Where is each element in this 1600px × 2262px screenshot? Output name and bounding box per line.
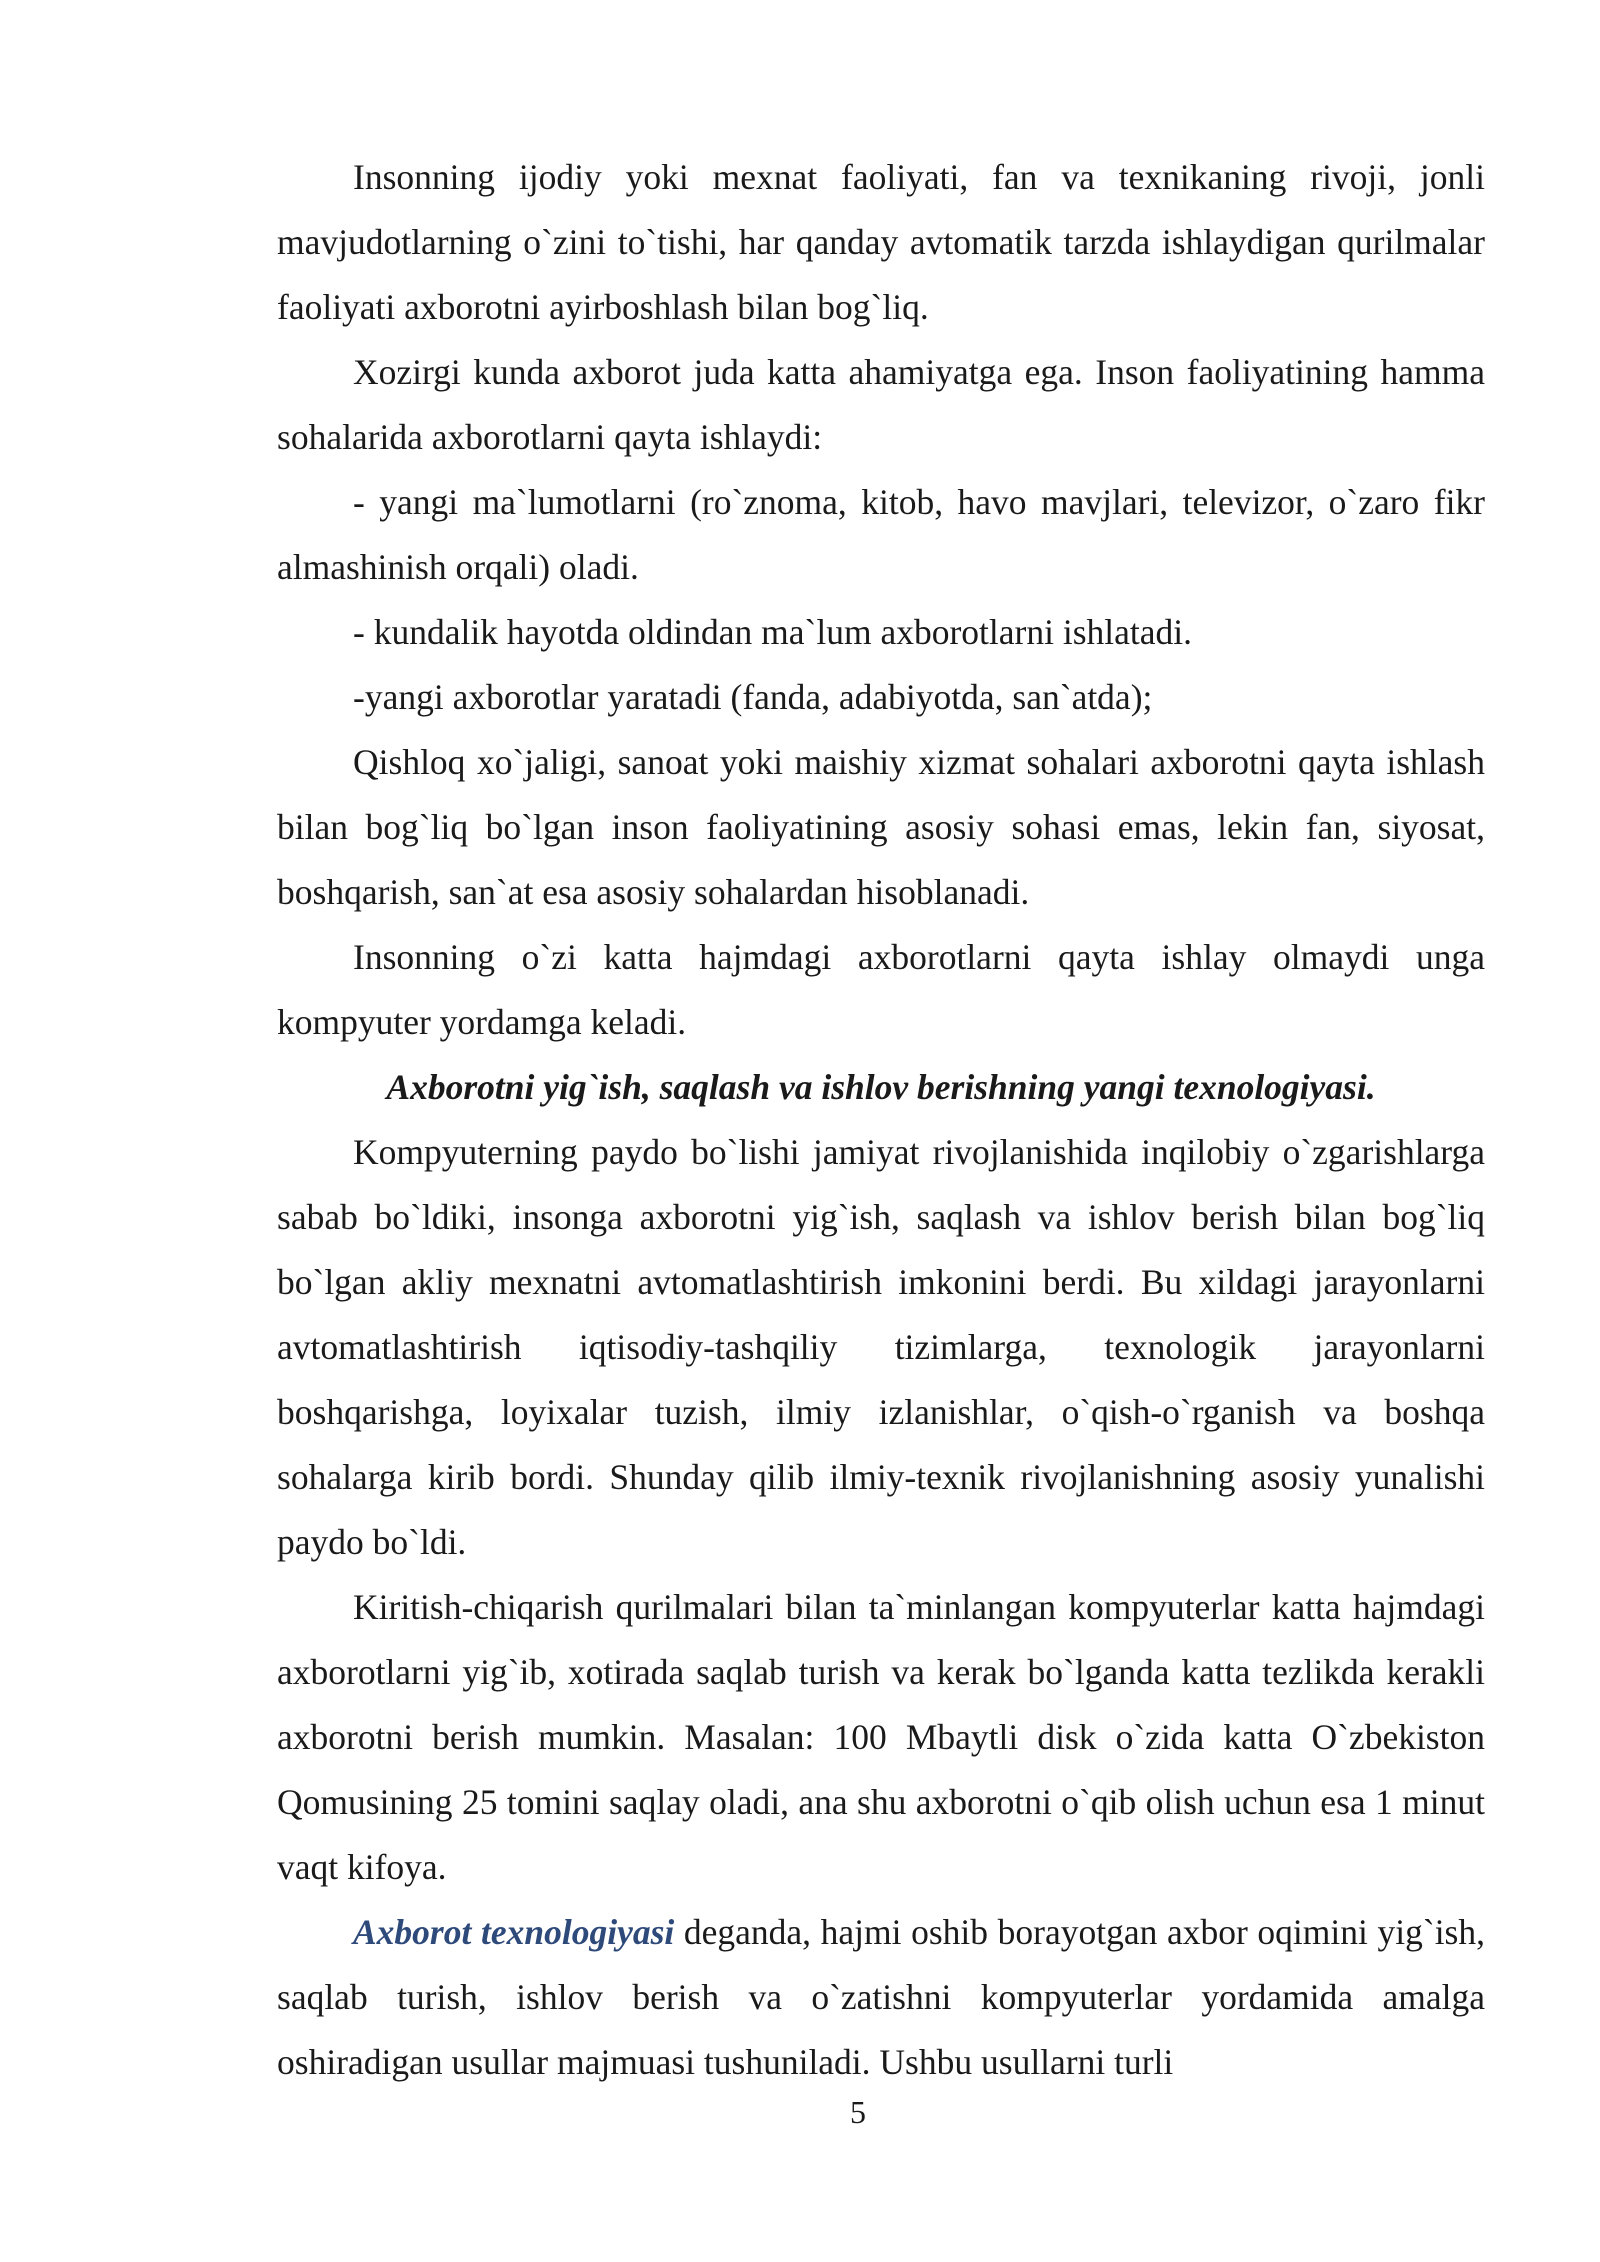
paragraph-7 xyxy=(277,1900,1485,2095)
page-number: 5 xyxy=(850,2094,866,2130)
paragraph-2: Xozirgi kunda axborot juda katta ahamiyatga ega. Inson faoliyatining hamma sohalarida axborotlarni qayta ishlaydi: xyxy=(277,352,1485,457)
term-axborot-texnologiyasi: Axborot texnologiyasi xyxy=(353,1912,675,1952)
paragraph-7-text: deganda, hajmi oshib borayotgan axbor oqimini yig`ish, saqlab turish, ishlov berish va o`zatishni kompyuterlar yordamida amalga oshiradigan usullar majmuasi tushuniladi. Ushbu usullarni turli xyxy=(277,1912,1485,2082)
paragraph-5: Kompyuterning paydo bo`lishi jamiyat rivojlanishida inqilobiy o`zgarishlarga sabab bo`ldiki, insonga axborotni yig`ish, saqlash va ishlov berish bilan bog`liq bo`lgan akliy mexnatni avtomatlashtirish imkonini berdi. Bu xildagi jarayonlarni avtomatlashtirish iqtisodiy-tashqiliy tizimlarga, texnologik jarayonlarni boshqarishga, loyixalar tuzish, ilmiy izlanishlar, o`qish-o`rganish va boshqa sohalarga kirib bordi. Shunday qilib ilmiy-texnik rivojlanishning asosiy yunalishi paydo bo`ldi. xyxy=(277,1132,1485,1562)
document-body xyxy=(277,145,1485,2095)
paragraph-6: Kiritish-chiqarish qurilmalari bilan ta`minlangan kompyuterlar katta hajmdagi axborotlarni yig`ib, xotirada saqlab turish va kerak bo`lganda katta tezlikda kerakli axborotni berish mumkin. Masalan: 100 Mbaytli disk o`zida katta O`zbekiston Qomusining 25 tomini saqlay oladi, ana shu axborotni o`qib olish uchun esa 1 minut vaqt kifoya. xyxy=(277,1587,1485,1887)
list-item-1: - yangi ma`lumotlarni (ro`znoma, kitob, havo mavjlari, televizor, o`zaro fikr almashinish orqali) oladi. xyxy=(277,482,1485,587)
paragraph-3: Qishloq xo`jaligi, sanoat yoki maishiy xizmat sohalari axborotni qayta ishlash bilan bog`liq bo`lgan inson faoliyatining asosiy sohasi emas, lekin fan, siyosat, boshqarish, san`at esa asosiy sohalardan hisoblanadi. xyxy=(277,742,1485,912)
section-heading: Axborotni yig`ish, saqlash va ishlov berishning yangi texnologiyasi. xyxy=(386,1067,1376,1107)
list-item-2: - kundalik hayotda oldindan ma`lum axborotlarni ishlatadi. xyxy=(353,612,1192,652)
list-item-3: -yangi axborotlar yaratadi (fanda, adabiyotda, san`atda); xyxy=(353,677,1153,717)
paragraph-4: Insonning o`zi katta hajmdagi axborotlarni qayta ishlay olmaydi unga kompyuter yordamga keladi. xyxy=(277,937,1485,1042)
paragraph-1: Insonning ijodiy yoki mexnat faoliyati, fan va texnikaning rivoji, jonli mavjudotlarning o`zini to`tishi, har qanday avtomatik tarzda ishlaydigan qurilmalar faoliyati axborotni ayirboshlash bilan bog`liq. xyxy=(277,157,1485,327)
